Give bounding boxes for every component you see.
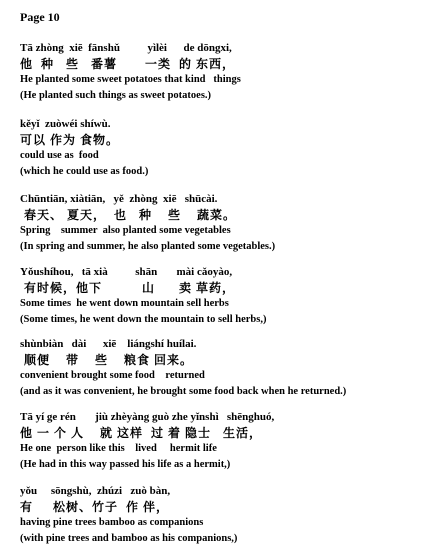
text-block: [20, 41, 420, 103]
hanzi-line: 他 种 些 番薯 一类 的 东西，: [20, 56, 236, 71]
hanzi-line: 有 松树、竹子 作 伴，: [20, 499, 170, 514]
pinyin-line: Yǒushíhou, tā xià shān mài cǎoyào,: [20, 266, 233, 278]
translation-line: (and as it was convenient, he brought some food back when he returned.): [20, 385, 347, 397]
gloss-line: convenient brought some food returned: [20, 370, 205, 381]
translation-line: (which he could use as food.): [20, 165, 149, 177]
pinyin-line: kěyǐ zuòwéi shíwù.: [20, 118, 111, 130]
text-block: [20, 484, 420, 546]
translation-line: (with pine trees and bamboo as his companions,): [20, 532, 238, 544]
hanzi-line: 有时候，他下 山 卖 草药，: [20, 280, 236, 295]
pinyin-line: Tā zhòng xiē fānshǔ yìlèi de dōngxi,: [20, 42, 232, 54]
gloss-line: having pine trees bamboo as companions: [20, 517, 204, 528]
text-block: [20, 192, 420, 254]
pinyin-line: shùnbiàn dài xiē liángshí huílai.: [20, 338, 197, 350]
gloss-line: Spring summer also planted some vegetables: [20, 225, 231, 236]
translation-line: (In spring and summer, he also planted some vegetables.): [20, 240, 276, 252]
gloss-line: He planted some sweet potatoes that kind things: [20, 74, 241, 85]
text-block: [20, 410, 420, 472]
pinyin-line: Chūntiān, xiàtiān, yě zhòng xiē shūcài.: [20, 193, 218, 205]
text-block: [20, 265, 420, 327]
gloss-line: Some times he went down mountain sell herbs: [20, 298, 229, 309]
gloss-line: could use as food: [20, 150, 99, 161]
translation-line: (Some times, he went down the mountain to sell herbs,): [20, 313, 267, 325]
hanzi-line: 春天、 夏天， 也 种 些 蔬菜。: [20, 207, 237, 222]
translation-line: (He had in this way passed his life as a hermit,): [20, 458, 231, 470]
text-block: [20, 117, 420, 179]
translation-line: (He planted such things as sweet potatoes.): [20, 89, 212, 101]
page-title: Page 10: [20, 10, 60, 24]
pinyin-line: Tā yí ge rén jiù zhèyàng guò zhe yǐnshì shēnghuó,: [20, 411, 275, 423]
gloss-line: He one person like this lived hermit life: [20, 443, 217, 454]
hanzi-line: 顺便 带 些 粮食 回来。: [20, 352, 194, 367]
pinyin-line: yǒu sōngshù, zhúzi zuò bàn,: [20, 485, 171, 497]
hanzi-line: 可以 作为 食物。: [20, 132, 120, 147]
text-block: [20, 337, 420, 399]
hanzi-line: 他 一 个 人 就 这样 过 着 隐士 生活，: [20, 425, 263, 440]
